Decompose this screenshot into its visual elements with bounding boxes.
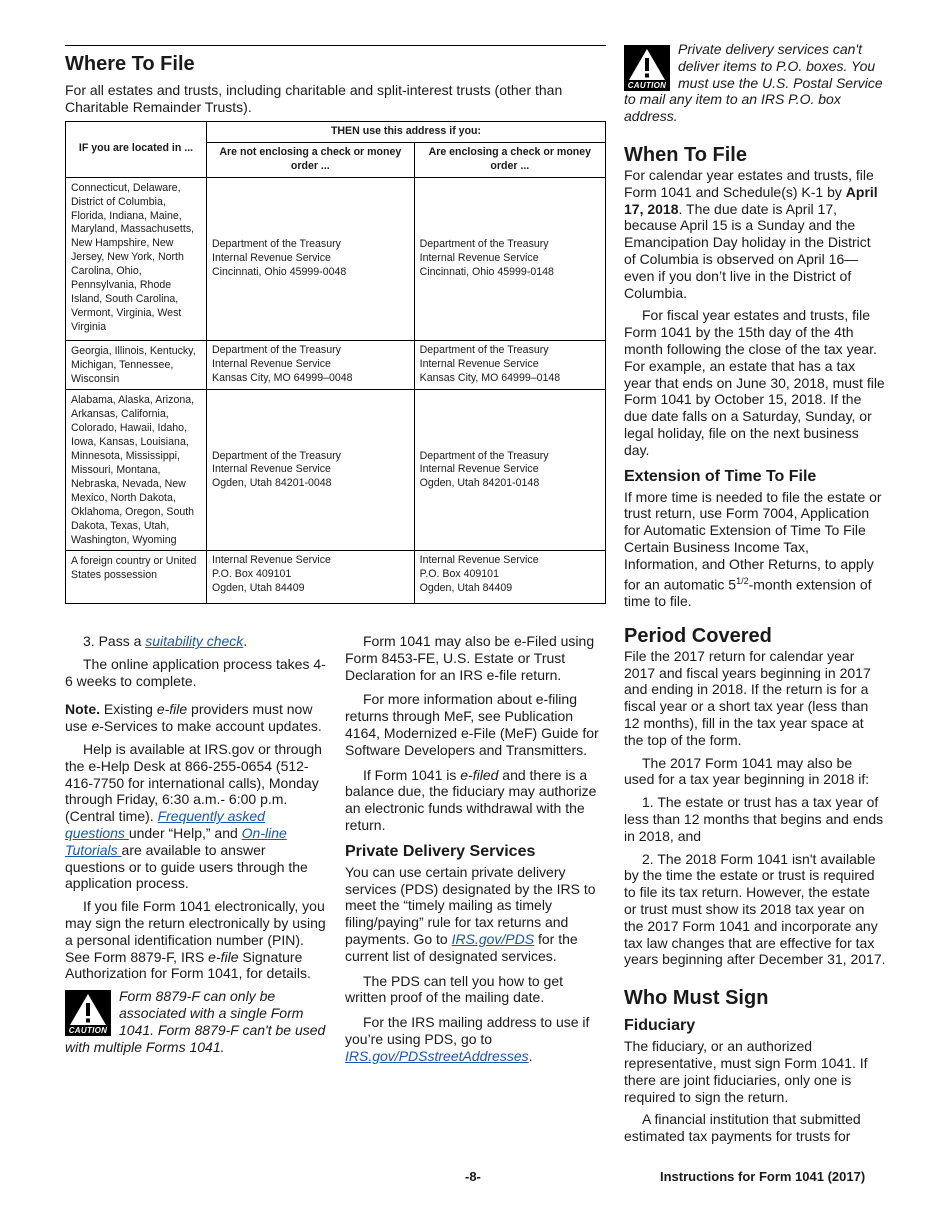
location-cell: A foreign country or United States possession bbox=[66, 551, 207, 604]
period-covered-text: File the 2017 return for calendar year 2017 and fiscal years beginning in 2017 and ending in 2018. If the return is for a fiscal year or a short tax year (less than 12 months), fill in the tax year space at the top of the form. bbox=[624, 647, 871, 748]
location-cell: Alabama, Alaska, Arizona, Arkansas, California, Colorado, Hawaii, Idaho, Iowa, Kansas, Louisiana, Minnesota, Mississippi, Missouri, Montana, Nebraska, Nevada, New Mexico, North Dakota, Oklahoma, Oregon, South Dakota, Texas, Utah, Washington, Wyoming bbox=[66, 390, 207, 551]
who-must-sign-heading: Who Must Sign bbox=[624, 987, 769, 1010]
address-check: Internal Revenue Service P.O. Box 409101 Ogden, Utah 84409 bbox=[414, 551, 605, 604]
extension-heading: Extension of Time To File bbox=[624, 467, 817, 485]
caution-note-pds: CAUTION Private delivery services can't deliver items to P.O. boxes. You must use the U.S. Postal Service to mail any item to an IRS P.O. box address. bbox=[624, 41, 883, 125]
column-1 bbox=[65, 633, 327, 1055]
pds-proof-text: The PDS can tell you how to get written proof of the mailing date. bbox=[345, 972, 563, 1006]
pds-street-addresses-link[interactable]: IRS.gov/PDSstreetAddresses bbox=[345, 1047, 529, 1064]
address-check: Department of the Treasury Internal Revenue Service Ogden, Utah 84201-0148 bbox=[414, 390, 605, 551]
col-group-header: THEN use this address if you: bbox=[207, 122, 606, 143]
page-number: -8- bbox=[465, 1169, 481, 1184]
table-row bbox=[66, 390, 606, 551]
step-3: 3. Pass a suitability check. bbox=[83, 633, 248, 649]
caution-label: CAUTION bbox=[68, 1026, 108, 1036]
footer-title: Instructions for Form 1041 (2017) bbox=[660, 1169, 866, 1184]
faq-link[interactable]: Frequently asked questions bbox=[65, 808, 265, 841]
when-to-file-heading: When To File bbox=[624, 143, 747, 166]
pds-mailing-text: For the IRS mailing address to use if you’re using PDS, go to IRS.gov/PDSstreetAddresses. bbox=[345, 1014, 590, 1064]
balance-due-text: If Form 1041 is e-filed and there is a balance due, the fiduciary may authorize an electronic funds withdrawal with the return. bbox=[345, 766, 597, 833]
mef-info-text: For more information about e-filing returns through MeF, see Publication 4164, Modernized e-File (MeF) Guide for Software Developers and Transmitters. bbox=[345, 691, 599, 758]
address-table bbox=[65, 121, 606, 604]
column-3 bbox=[624, 41, 886, 1151]
period-covered-condition: The 2017 Form 1041 may also be used for a tax year beginning in 2018 if: bbox=[624, 754, 870, 788]
col-check-header: Are enclosing a check or money order ... bbox=[414, 142, 605, 177]
efile-8453-text: Form 1041 may also be e-Filed using Form 8453-FE, U.S. Estate or Trust Declaration for an IRS e-file return. bbox=[345, 633, 595, 683]
fiduciary-text: The fiduciary, or an authorized representative, must sign Form 1041. If there are joint fiduciaries, only one is required to sign the return. bbox=[624, 1038, 868, 1105]
table-row bbox=[66, 340, 606, 390]
warning-triangle-icon bbox=[68, 992, 108, 1026]
location-cell: Georgia, Illinois, Kentucky, Michigan, Tennessee, Wisconsin bbox=[66, 340, 207, 390]
caution-note-8879: CAUTION Form 8879-F can only be associated with a single Form 1041. Form 8879-F can't be used with multiple Forms 1041. bbox=[65, 988, 326, 1055]
online-tutorials-link[interactable]: On-line Tutorials bbox=[65, 824, 287, 858]
extension-text: If more time is needed to file the estate or trust return, use Form 7004, Application for Automatic Extension of Time To File Certain Business Income Tax, Information, and Other Returns, to apply for an automatic $5^{1/2}$-month extension of time to file. bbox=[624, 488, 882, 609]
location-cell: Connecticut, Delaware, District of Columbia, Florida, Indiana, Maine, Maryland, Massachusetts, New Hampshire, New Jersey, New York, North Carolina, Ohio, Pennsylvania, Rhode Island, South Carolina, Vermont, Virginia, West Virginia bbox=[66, 177, 207, 340]
table-row bbox=[66, 551, 606, 604]
col-location-header: IF you are located in ... bbox=[66, 122, 207, 178]
fiduciary-heading: Fiduciary bbox=[624, 1017, 696, 1035]
online-process-text: The online application process takes 4-6 weeks to complete. bbox=[65, 655, 326, 689]
where-to-file-intro: For all estates and trusts, including charitable and split-interest trusts (other than Charitable Remainder Trusts). bbox=[65, 82, 563, 115]
column-2 bbox=[345, 633, 607, 1071]
address-no-check: Internal Revenue Service P.O. Box 409101 Ogden, Utah 84409 bbox=[207, 551, 415, 604]
period-covered-item-2: 2. The 2018 Form 1041 isn't available by the time the estate or trust is required to file its tax return. However, the estate or trust must show its 2018 tax year on the 2017 Form 1041 and incorporate any tax law changes that are effective for tax years beginning after December 31, 2017. bbox=[624, 850, 886, 968]
warning-triangle-icon bbox=[627, 47, 667, 81]
col-no-check-header: Are not enclosing a check or money order ... bbox=[207, 142, 415, 177]
irs-pds-link[interactable]: IRS.gov/PDS bbox=[451, 930, 535, 947]
top-rule bbox=[65, 45, 606, 46]
note-text: Note. Existing e-file providers must now use e-Services to make account updates. bbox=[65, 701, 322, 735]
address-no-check: Department of the Treasury Internal Revenue Service Ogden, Utah 84201-0048 bbox=[207, 390, 415, 551]
address-no-check: Department of the Treasury Internal Revenue Service Cincinnati, Ohio 45999-0048 bbox=[207, 177, 415, 340]
address-check: Department of the Treasury Internal Revenue Service Kansas City, MO 64999–0148 bbox=[414, 340, 605, 390]
caution-icon bbox=[624, 45, 670, 91]
pds-text: You can use certain private delivery services (PDS) designated by the IRS to meet the “timely mailing as timely filing/paying” rule for tax returns and payments. Go to IRS.gov/PDS for the current list of designated services. bbox=[345, 863, 596, 964]
address-no-check: Department of the Treasury Internal Revenue Service Kansas City, MO 64999–0048 bbox=[207, 340, 415, 390]
period-covered-item-1: 1. The estate or trust has a tax year of less than 12 months that begins and ends in 2018, and bbox=[624, 794, 884, 844]
caution-icon bbox=[65, 990, 111, 1036]
pds-heading: Private Delivery Services bbox=[345, 842, 536, 860]
help-text: Help is available at IRS.gov or through the e-Help Desk at 866-255-0654 (512-416-7750 for international calls), Monday through Friday, 6:30 a.m.- 6:00 p.m. (Central time). Frequently asked questions under “Help,” and On-line Tutorials are available to answer questions or to guide users through the application process. bbox=[65, 740, 322, 892]
period-covered-heading: Period Covered bbox=[624, 624, 772, 647]
where-to-file-heading: Where To File bbox=[65, 53, 195, 75]
suitability-check-link[interactable]: suitability check bbox=[145, 633, 244, 649]
caution-label: CAUTION bbox=[627, 81, 667, 90]
table-row bbox=[66, 177, 606, 340]
address-check: Department of the Treasury Internal Revenue Service Cincinnati, Ohio 45999-0148 bbox=[414, 177, 605, 340]
pin-text: If you file Form 1041 electronically, you may sign the return electronically by using a personal identification number (PIN). See Form 8879-F, IRS e-file Signature Authorization for Form 1041, for details. bbox=[65, 898, 326, 982]
financial-institution-text: A financial institution that submitted estimated tax payments for trusts for bbox=[624, 1111, 861, 1145]
fiscal-year-text: For fiscal year estates and trusts, file Form 1041 by the 15th day of the 4th month following the close of the tax year. For example, an estate that has a tax year that ends on June 30, 2018, must file Form 1041 by October 15, 2018. If the due date falls on a Saturday, Sunday, or legal holiday, file on the next business day. bbox=[624, 307, 885, 458]
when-to-file-text: For calendar year estates and trusts, file Form 1041 and Schedule(s) K-1 by April 17, 2018. The due date is April 17, because April 15 is a Sunday and the Emancipation Day holiday in the District of Columbia is observed on April 16—even if you don’t live in the District of Columbia. bbox=[624, 166, 878, 301]
